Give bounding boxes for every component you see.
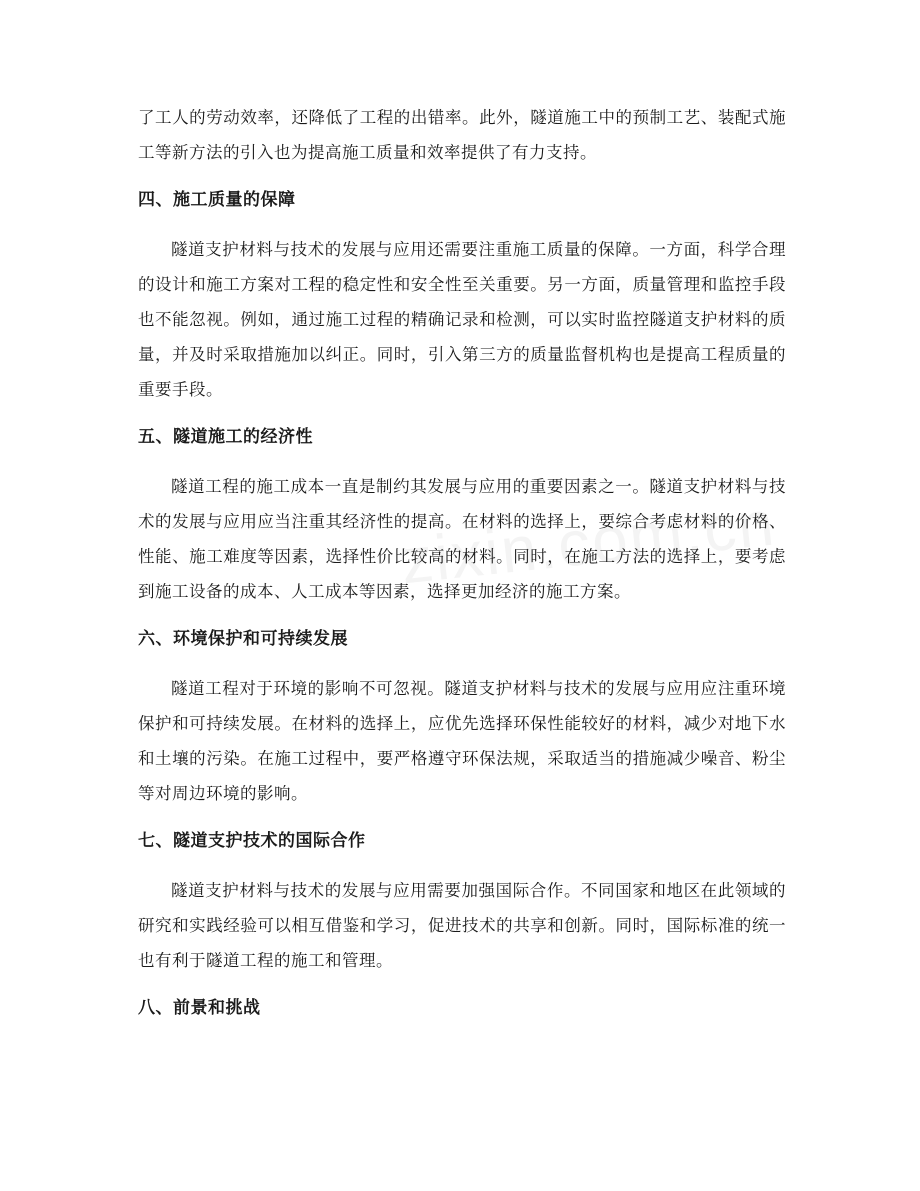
paragraph-environment: 隧道工程对于环境的影响不可忽视。隧道支护材料与技术的发展与应用应注重环境保护和可持续发展。在材料的选择上，应优先选择环保性能较好的材料，减少对地下水和土壤的污染。在施工过程中，要严格遵守环保法规，采取适当的措施减少噪音、粉尘等对周边环境的影响。 [138, 679, 786, 803]
section-heading-5: 五、隧道施工的经济性 [138, 427, 313, 447]
document-body [138, 100, 786, 1026]
section-heading-7: 七、隧道支护技术的国际合作 [138, 831, 366, 851]
section-heading-8: 八、前景和挑战 [138, 998, 261, 1018]
section-heading-4: 四、施工质量的保障 [138, 190, 296, 210]
paragraph-cooperation: 隧道支护材料与技术的发展与应用需要加强国际合作。不同国家和地区在此领域的研究和实践经验可以相互借鉴和学习，促进技术的共享和创新。同时，国际标准的统一也有利于隧道工程的施工和管理。 [138, 881, 786, 970]
paragraph-quality: 隧道支护材料与技术的发展与应用还需要注重施工质量的保障。一方面，科学合理的设计和施工方案对工程的稳定性和安全性至关重要。另一方面，质量管理和监控手段也不能忽视。例如，通过施工过程的精确记录和检测，可以实时监控隧道支护材料的质量，并及时采取措施加以纠正。同时，引入第三方的质量监督机构也是提高工程质量的重要手段。 [138, 240, 786, 399]
section-heading-6: 六、环境保护和可持续发展 [138, 629, 348, 649]
paragraph-continuation: 了工人的劳动效率，还降低了工程的出错率。此外，隧道施工中的预制工艺、装配式施工等新方法的引入也为提高施工质量和效率提供了有力支持。 [138, 108, 786, 162]
paragraph-economy: 隧道工程的施工成本一直是制约其发展与应用的重要因素之一。隧道支护材料与技术的发展与应用应当注重其经济性的提高。在材料的选择上，要综合考虑材料的价格、性能、施工难度等因素，选择性价比较高的材料。同时，在施工方法的选择上，要考虑到施工设备的成本、人工成本等因素，选择更加经济的施工方案。 [138, 477, 786, 601]
